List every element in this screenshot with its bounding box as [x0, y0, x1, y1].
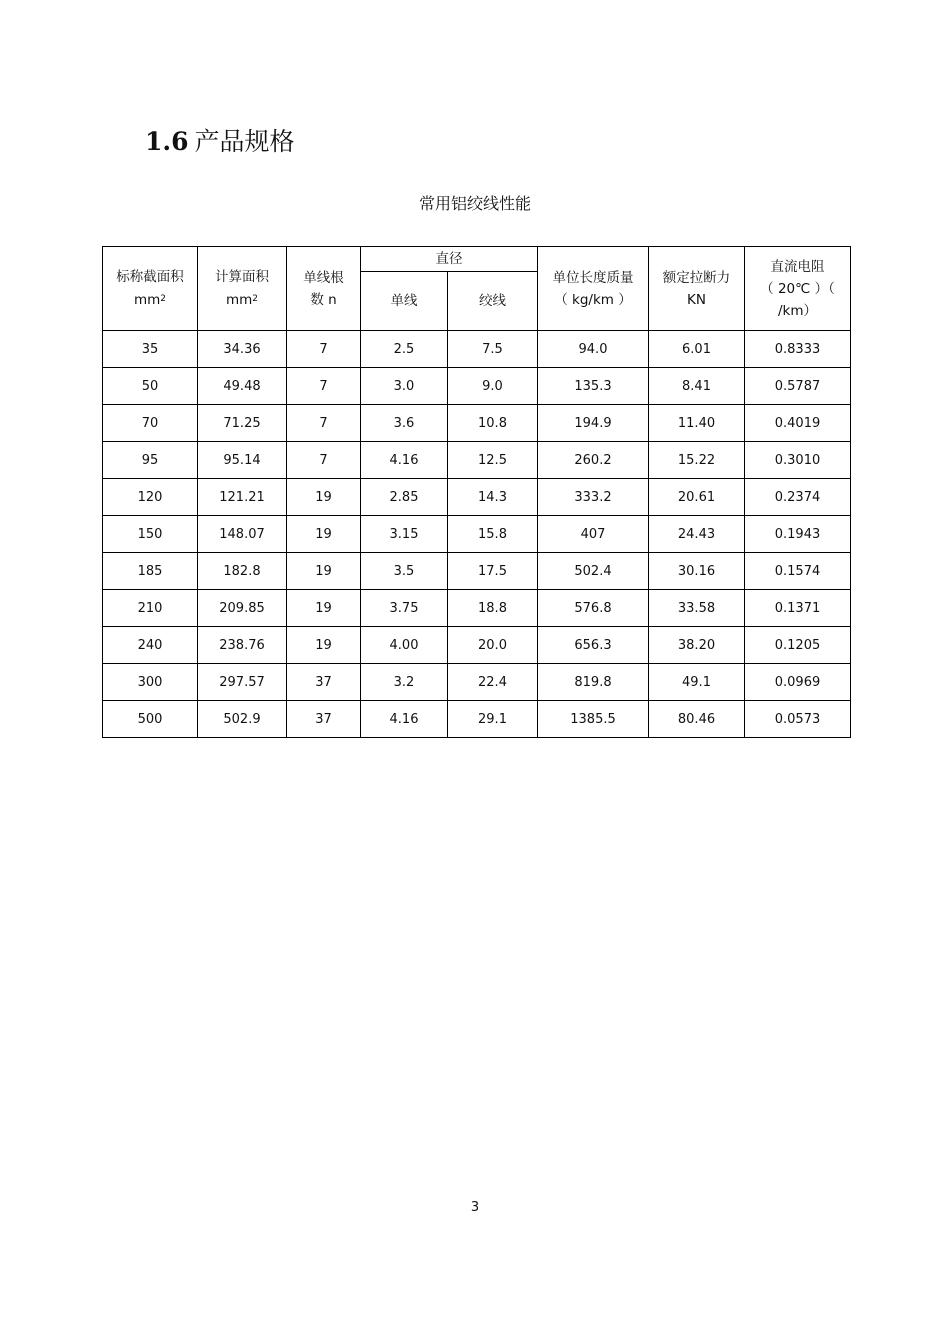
cell-mass: 135.3	[538, 368, 649, 405]
cell-diameter-stranded: 15.8	[448, 516, 538, 553]
cell-diameter-stranded: 20.0	[448, 627, 538, 664]
table-row	[103, 590, 851, 627]
cell-diameter-stranded: 9.0	[448, 368, 538, 405]
header-resistance-line2: （ 20℃ ）（	[760, 280, 835, 297]
cell-diameter-single: 3.2	[361, 664, 448, 701]
cell-nominal-area: 210	[103, 590, 198, 627]
table-row	[103, 553, 851, 590]
header-resistance	[745, 247, 851, 331]
cell-nominal-area: 500	[103, 701, 198, 738]
cell-calc-area: 297.57	[198, 664, 287, 701]
header-diameter-stranded: 绞线	[448, 272, 538, 331]
table-row	[103, 479, 851, 516]
cell-strand-count: 19	[287, 479, 361, 516]
table-row	[103, 442, 851, 479]
cell-calc-area: 121.21	[198, 479, 287, 516]
header-mass	[538, 247, 649, 331]
cell-resistance: 0.1943	[745, 516, 851, 553]
cell-diameter-single: 4.00	[361, 627, 448, 664]
cell-calc-area: 502.9	[198, 701, 287, 738]
cell-diameter-stranded: 14.3	[448, 479, 538, 516]
cell-diameter-single: 3.15	[361, 516, 448, 553]
section-heading	[145, 124, 295, 160]
aluminum-strand-spec-table	[102, 246, 851, 738]
cell-breaking-force: 6.01	[649, 331, 745, 368]
cell-mass: 576.8	[538, 590, 649, 627]
cell-strand-count: 19	[287, 553, 361, 590]
cell-breaking-force: 80.46	[649, 701, 745, 738]
cell-breaking-force: 33.58	[649, 590, 745, 627]
table-row	[103, 516, 851, 553]
cell-diameter-stranded: 7.5	[448, 331, 538, 368]
cell-breaking-force: 20.61	[649, 479, 745, 516]
table-row	[103, 368, 851, 405]
section-number: 1.6	[145, 127, 189, 156]
table-header-row	[103, 247, 851, 272]
cell-resistance: 0.3010	[745, 442, 851, 479]
cell-nominal-area: 70	[103, 405, 198, 442]
header-diameter-single: 单线	[361, 272, 448, 331]
header-calc-area-label: 计算面积	[215, 269, 269, 285]
cell-mass: 407	[538, 516, 649, 553]
header-strand-count	[287, 247, 361, 331]
cell-diameter-single: 3.0	[361, 368, 448, 405]
table-row	[103, 664, 851, 701]
cell-mass: 502.4	[538, 553, 649, 590]
cell-nominal-area: 35	[103, 331, 198, 368]
cell-diameter-single: 4.16	[361, 701, 448, 738]
table-row	[103, 405, 851, 442]
cell-mass: 194.9	[538, 405, 649, 442]
cell-calc-area: 34.36	[198, 331, 287, 368]
header-mass-line2: （ kg/km ）	[554, 291, 632, 308]
cell-strand-count: 7	[287, 368, 361, 405]
header-nominal-area	[103, 247, 198, 331]
cell-diameter-stranded: 12.5	[448, 442, 538, 479]
table-caption: 常用铝绞线性能	[418, 194, 531, 213]
header-calc-area	[198, 247, 287, 331]
cell-resistance: 0.2374	[745, 479, 851, 516]
cell-breaking-force: 30.16	[649, 553, 745, 590]
cell-mass: 94.0	[538, 331, 649, 368]
cell-resistance: 0.0573	[745, 701, 851, 738]
cell-breaking-force: 24.43	[649, 516, 745, 553]
header-nominal-area-label: 标称截面积	[116, 269, 184, 285]
cell-resistance: 0.5787	[745, 368, 851, 405]
cell-resistance: 0.1205	[745, 627, 851, 664]
cell-calc-area: 71.25	[198, 405, 287, 442]
cell-mass: 333.2	[538, 479, 649, 516]
cell-nominal-area: 185	[103, 553, 198, 590]
cell-diameter-single: 4.16	[361, 442, 448, 479]
header-diameter: 直径	[361, 247, 538, 272]
header-breaking-force	[649, 247, 745, 331]
cell-strand-count: 19	[287, 590, 361, 627]
table-row	[103, 331, 851, 368]
cell-calc-area: 148.07	[198, 516, 287, 553]
cell-resistance: 0.1574	[745, 553, 851, 590]
cell-mass: 1385.5	[538, 701, 649, 738]
cell-nominal-area: 120	[103, 479, 198, 516]
header-strand-count-line1: 单线根	[303, 269, 344, 286]
cell-diameter-stranded: 17.5	[448, 553, 538, 590]
cell-strand-count: 7	[287, 442, 361, 479]
cell-breaking-force: 8.41	[649, 368, 745, 405]
cell-mass: 656.3	[538, 627, 649, 664]
cell-diameter-single: 2.5	[361, 331, 448, 368]
section-title: 产品规格	[194, 127, 295, 156]
cell-strand-count: 19	[287, 516, 361, 553]
cell-diameter-single: 2.85	[361, 479, 448, 516]
cell-nominal-area: 240	[103, 627, 198, 664]
cell-diameter-stranded: 22.4	[448, 664, 538, 701]
header-resistance-line3: /km）	[777, 302, 818, 319]
page-number: 3	[470, 1200, 480, 1215]
cell-resistance: 0.8333	[745, 331, 851, 368]
cell-nominal-area: 95	[103, 442, 198, 479]
cell-nominal-area: 150	[103, 516, 198, 553]
cell-diameter-stranded: 18.8	[448, 590, 538, 627]
cell-breaking-force: 11.40	[649, 405, 745, 442]
table-row	[103, 701, 851, 738]
cell-calc-area: 95.14	[198, 442, 287, 479]
header-calc-area-unit: $mm^2$	[225, 292, 259, 308]
table-row	[103, 627, 851, 664]
header-breaking-force-line1: 额定拉断力	[662, 269, 731, 286]
cell-mass: 260.2	[538, 442, 649, 479]
cell-diameter-stranded: 10.8	[448, 405, 538, 442]
cell-calc-area: 49.48	[198, 368, 287, 405]
header-resistance-line1: 直流电阻	[770, 258, 825, 275]
cell-breaking-force: 15.22	[649, 442, 745, 479]
cell-calc-area: 238.76	[198, 627, 287, 664]
cell-strand-count: 37	[287, 664, 361, 701]
cell-strand-count: 37	[287, 701, 361, 738]
cell-resistance: 0.0969	[745, 664, 851, 701]
header-breaking-force-line2: KN	[687, 291, 706, 308]
cell-nominal-area: 50	[103, 368, 198, 405]
cell-breaking-force: 49.1	[649, 664, 745, 701]
cell-mass: 819.8	[538, 664, 649, 701]
cell-diameter-stranded: 29.1	[448, 701, 538, 738]
header-mass-line1: 单位长度质量	[552, 269, 634, 286]
table-body	[103, 331, 851, 738]
header-nominal-area-unit: $mm^2$	[133, 292, 167, 308]
cell-diameter-single: 3.5	[361, 553, 448, 590]
cell-strand-count: 7	[287, 405, 361, 442]
cell-strand-count: 7	[287, 331, 361, 368]
cell-calc-area: 182.8	[198, 553, 287, 590]
cell-resistance: 0.1371	[745, 590, 851, 627]
cell-diameter-single: 3.6	[361, 405, 448, 442]
cell-strand-count: 19	[287, 627, 361, 664]
cell-resistance: 0.4019	[745, 405, 851, 442]
cell-diameter-single: 3.75	[361, 590, 448, 627]
cell-breaking-force: 38.20	[649, 627, 745, 664]
header-strand-count-line2: 数 n	[310, 291, 337, 308]
cell-nominal-area: 300	[103, 664, 198, 701]
cell-calc-area: 209.85	[198, 590, 287, 627]
